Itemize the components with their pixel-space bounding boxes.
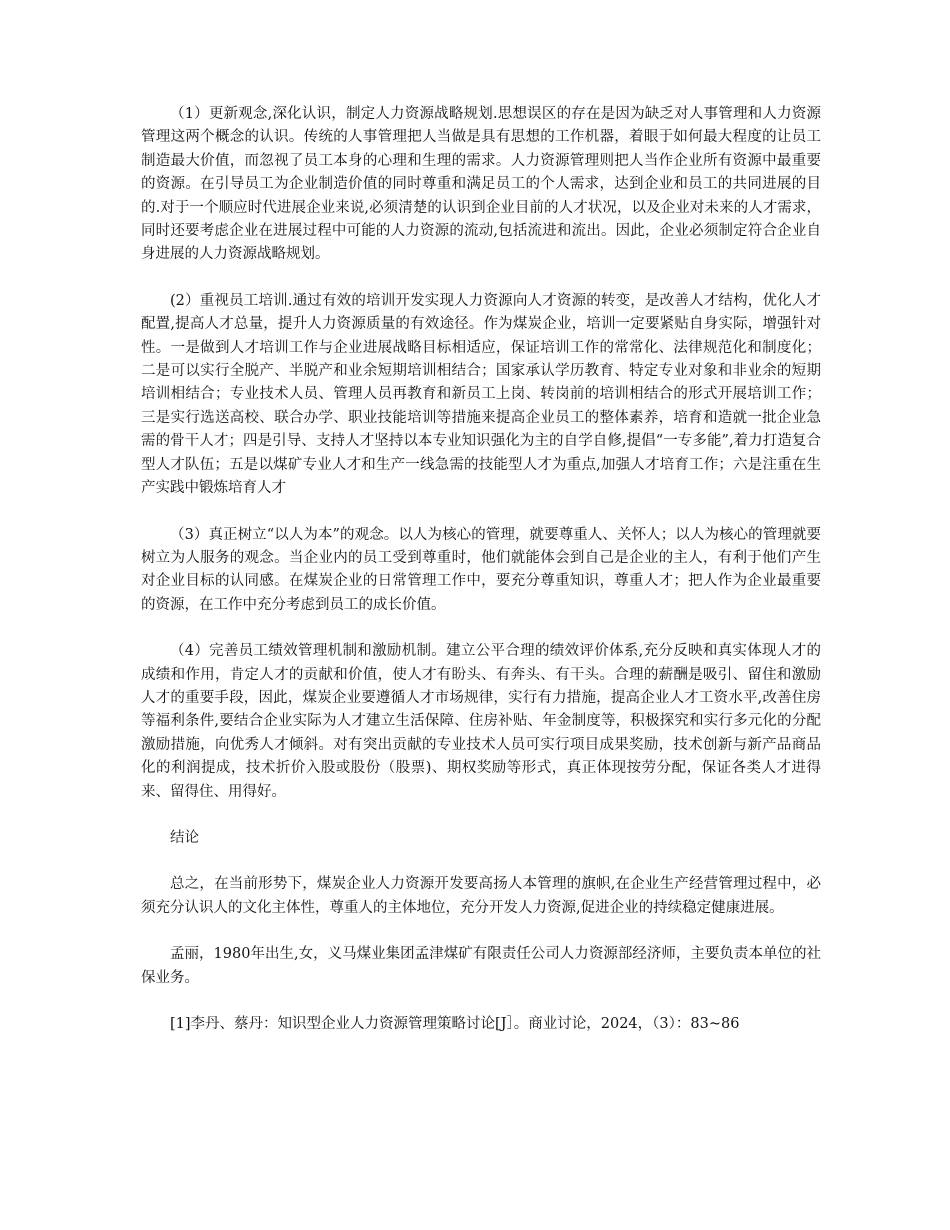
document-body <box>141 103 821 1036</box>
paragraph-gap <box>141 267 821 290</box>
paragraph-gap <box>141 617 821 640</box>
reference-entry: [1]李丹、蔡丹：知识型企业人力资源管理策略讨论[J］。商业讨论，2024，（3）：83~86 <box>170 1016 740 1032</box>
paragraph-performance-incentives: （4）完善员工绩效管理机制和激励机制。建立公平合理的绩效评价体系,充分反映和真实体现人才的成绩和作用，肯定人才的贡献和价值，使人才有盼头、有奔头、有干头。合理的薪酬是吸引、留住和激励人才的重要手段，因此，煤炭企业要遵循人才市场规律，实行有力措施，提高企业人才工资水平,改善住房等福利条件,要结合企业实际为人才建立生活保障、住房补贴、年金制度等，积极探究和实行多元化的分配激励措施，向优秀人才倾斜。对有突出贡献的专业技术人员可实行项目成果奖励，技术创新与新产品商品化的利润提成，技术折价入股或股份（股票)、期权奖励等形式，真正体现按劳分配，保证各类人才进得来、留得住、用得好。 <box>141 643 821 800</box>
paragraph-gap <box>141 804 821 827</box>
paragraph-gap <box>141 920 821 943</box>
paragraph-people-oriented: （3）真正树立“以人为本”的观念。以人为核心的管理，就要尊重人、关怀人；以人为核心的管理就要树立为人服务的观念。当企业内的员工受到尊重时，他们就能体会到自己是企业的主人，有利于他们产生对企业目标的认同感。在煤炭企业的日常管理工作中，要充分尊重知识，尊重人才；把人作为企业最重要的资源，在工作中充分考虑到员工的成长价值。 <box>141 526 821 613</box>
paragraph-strategy-planning: （1）更新观念,深化认识，制定人力资源战略规划.思想误区的存在是因为缺乏对人事管理和人力资源管理这两个概念的认识。传统的人事管理把人当做是具有思想的工作机器，着眼于如何最大程度的让员工制造最大价值，而忽视了员工本身的心理和生理的需求。人力资源管理则把人当作企业所有资源中最重要的资源。在引导员工为企业制造价值的同时尊重和满足员工的个人需求，达到企业和员工的共同进展的目的.对于一个顺应时代进展企业来说,必须清楚的认识到企业目前的人才状况，以及企业对未来的人才需求，同时还要考虑企业在进展过程中可能的人力资源的流动,包括流进和流出。因此，企业必须制定符合企业自身进展的人力资源战略规划。 <box>141 106 821 263</box>
conclusion-heading: 结论 <box>170 829 199 846</box>
paragraph-gap <box>141 990 821 1013</box>
paragraph-staff-training: (2）重视员工培训.通过有效的培训开发实现人力资源向人才资源的转变，是改善人才结构，优化人才配置,提高人才总量，提升人力资源质量的有效途径。作为煤炭企业，培训一定要紧贴自身实际，增强针对性。一是做到人才培训工作与企业进展战略目标相适应，保证培训工作的常常化、法律规范化和制度化；二是可以实行全脱产、半脱产和业余短期培训相结合；国家承认学历教育、特定专业对象和非业余的短期培训相结合；专业技术人员、管理人员再教育和新员工上岗、转岗前的培训相结合的形式开展培训工作；三是实行选送高校、联合办学、职业技能培训等措施来提高企业员工的整体素养，培育和造就一批企业急需的骨干人才；四是引导、支持人才坚持以本专业知识强化为主的自学自修,提倡“一专多能”,着力打造复合型人才队伍；五是以煤矿专业人才和生产一线急需的技能型人才为重点,加强人才培育工作；六是注重在生产实践中锻炼培育人才 <box>141 292 821 497</box>
conclusion-paragraph: 总之，在当前形势下，煤炭企业人力资源开发要高扬人本管理的旗帜,在企业生产经营管理过程中，必须充分认识人的文化主体性，尊重人的主体地位，充分开发人力资源,促进企业的持续稳定健康进展。 <box>141 876 821 916</box>
paragraph-gap <box>141 501 821 524</box>
paragraph-gap <box>141 850 821 873</box>
author-bio: 孟丽，1980年出生,女，义马煤业集团孟津煤矿有限责任公司人力资源部经济师，主要负责本单位的社保业务。 <box>141 946 821 986</box>
